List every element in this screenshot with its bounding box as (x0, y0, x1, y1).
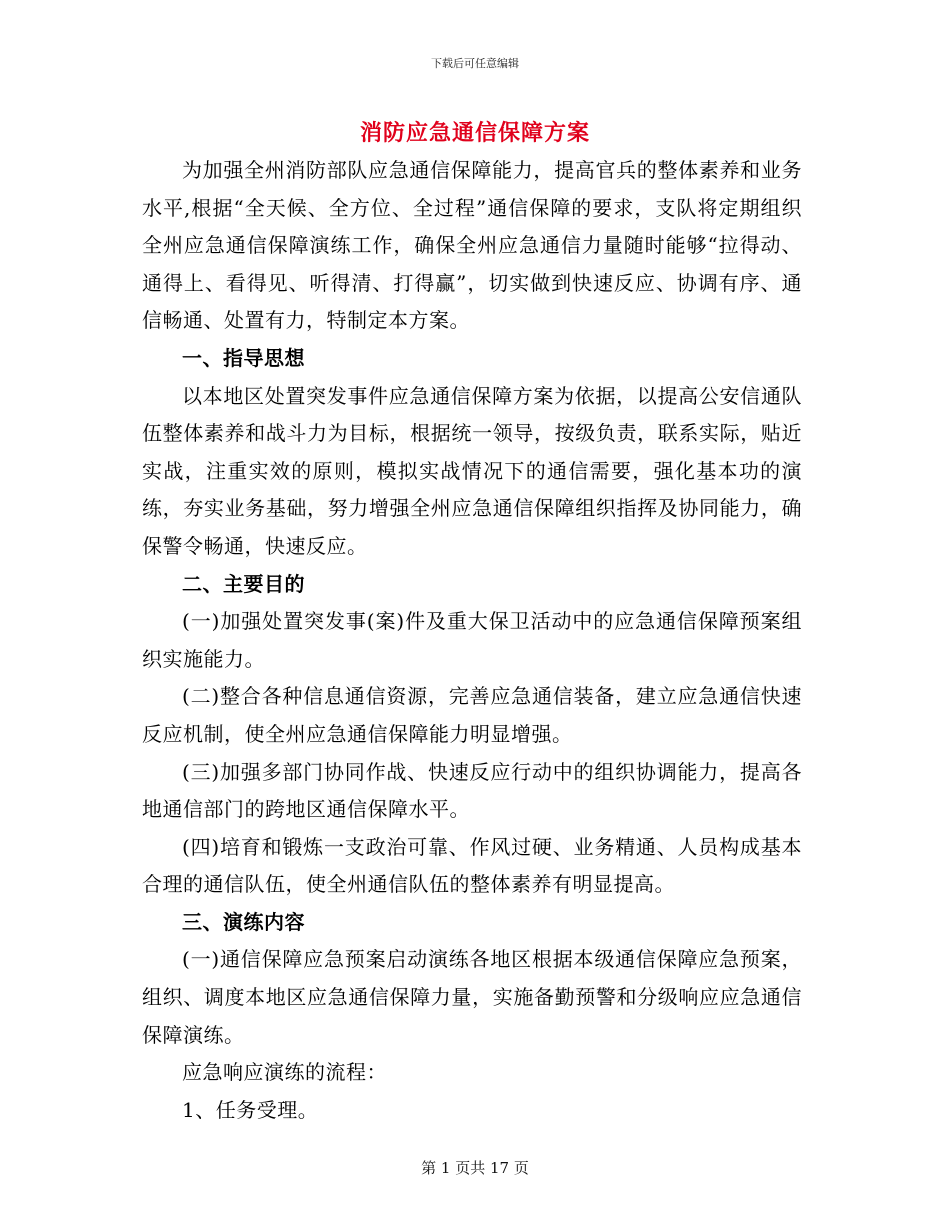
objective-item-4: (四)培育和锻炼一支政治可靠、作风过硬、业务精通、人员构成基本合理的通信队伍，使全州通信队伍的整体素养有明显提高。 (142, 834, 802, 897)
intro-paragraph: 为加强全州消防部队应急通信保障能力，提高官兵的整体素养和业务水平,根据“全天候、全方位、全过程”通信保障的要求，支队将定期组织全州应急通信保障演练工作，确保全州应急通信力量随时能够“拉得动、通得上、看得见、听得清、打得赢”，切实做到快速反应、协调有序、通信畅通、处置有力，特制定本方案。 (142, 158, 802, 333)
document-title: 消防应急通信保障方案 (359, 120, 590, 146)
section-heading-drill-content: 三、演练内容 (182, 909, 305, 934)
section-heading-main-objectives: 二、主要目的 (182, 571, 305, 596)
objective-item-2: (二)整合各种信息通信资源，完善应急通信装备，建立应急通信快速反应机制，使全州应急通信保障能力明显增强。 (142, 684, 802, 746)
drill-content-item-1: (一)通信保障应急预案启动演练各地区根据本级通信保障应急预案，组织、调度本地区应急通信保障力量，实施备勤预警和分级响应应急通信保障演练。 (142, 947, 802, 1047)
document-body (142, 152, 802, 1129)
page-footer: 第 1 页共 17 页 (421, 1159, 529, 1177)
guiding-ideology-paragraph: 以本地区处置突发事件应急通信保障方案为依据，以提高公安信通队伍整体素养和战斗力为目标，根据统一领导，按级负责，联系实际，贴近实战，注重实效的原则，模拟实战情况下的通信需要，强化基本功的演练，夯实业务基础，努力增强全州应急通信保障组织指挥及协同能力，确保警令畅通，快速反应。 (142, 383, 802, 558)
response-flow-intro: 应急响应演练的流程： (182, 1060, 387, 1085)
response-flow-step-1: 1、任务受理。 (182, 1097, 319, 1122)
objective-item-1: (一)加强处置突发事(案)件及重大保卫活动中的应急通信保障预案组织实施能力。 (142, 609, 802, 671)
page-header: 下载后可任意编辑 (431, 57, 519, 70)
objective-item-3: (三)加强多部门协同作战、快速反应行动中的组织协调能力，提高各地通信部门的跨地区通信保障水平。 (142, 759, 802, 822)
section-heading-guiding-ideology: 一、指导思想 (182, 345, 305, 370)
